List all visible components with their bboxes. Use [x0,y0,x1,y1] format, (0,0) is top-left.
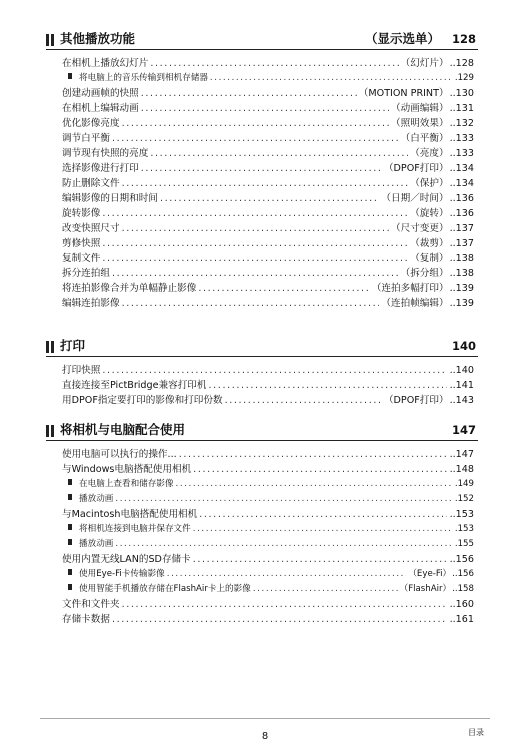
toc-subentry[interactable] [62,522,474,537]
toc-entry-page: ..134 [449,178,474,189]
toc-entry[interactable] [62,363,474,378]
toc-entry-page: .153 [454,524,474,534]
bullet-square-icon [68,569,72,575]
toc-entry-menu-name: （亮度） [410,148,449,159]
dot-leader [122,176,409,191]
section-marker-icon [51,425,54,437]
toc-entry[interactable] [62,447,474,462]
bullet-square-icon [68,584,72,590]
toc-entry-menu-name: （MOTION PRINT） [358,88,449,99]
toc-entry-label: 优化影像亮度 [62,118,120,129]
section-header-other-playback [46,31,478,50]
toc-entry-page: ..140 [449,365,474,376]
dot-leader [160,191,379,206]
dot-leader [225,393,382,408]
toc-entry[interactable] [62,116,474,131]
bullet-square-icon [68,73,72,79]
toc-entry-label: 剪修快照 [62,238,101,249]
toc-entry[interactable] [62,462,474,477]
dot-leader [193,522,452,537]
dot-leader [193,462,446,477]
dot-leader [112,266,399,281]
toc-entry-label: 编辑影像的日期和时间 [62,193,158,204]
toc-entry-label: 编辑连拍影像 [62,298,120,309]
toc-entry-page: ..153 [449,509,474,520]
section-header-printing [46,338,478,357]
page-section-label: 目录 [468,728,484,737]
toc-entry-menu-name: （连拍多幅打印） [371,283,449,294]
toc-entry-label: 旋转影像 [62,208,101,219]
toc-entry-label: 将连拍影像合并为单幅静止影像 [62,283,197,294]
toc-entry[interactable] [62,251,474,266]
toc-entry-page: ..156 [449,554,474,565]
toc-subentry[interactable] [62,477,474,492]
toc-entry-menu-name: （日期／时间） [381,193,449,204]
toc-entry-label: 防止删除文件 [62,178,120,189]
toc-entry[interactable] [62,266,474,281]
dot-leader [141,101,389,116]
dot-leader [179,447,447,462]
toc-list-other-playback [62,56,474,311]
toc-entry[interactable] [62,236,474,251]
toc-list-printing [62,363,474,408]
toc-entry-label: 播放动画 [79,539,114,549]
toc-entry-page: ..130 [449,88,474,99]
dot-leader [141,86,357,101]
section-page-number: 147 [451,423,476,437]
toc-entry-page: ..131 [449,103,474,114]
toc-entry[interactable] [62,146,474,161]
toc-entry[interactable] [62,612,474,627]
toc-entry-page: ..138 [449,268,474,279]
toc-entry-menu-name: （幻灯片） [400,58,449,69]
toc-entry-menu-name: （Eye-Fi） [408,569,452,579]
toc-subentry[interactable] [62,582,474,597]
toc-entry-page: ..148 [449,464,474,475]
toc-entry-page: ..139 [449,298,474,309]
dot-leader [193,552,447,567]
toc-entry[interactable] [62,86,474,101]
section-menu-name: （显示选单） [364,31,440,46]
toc-entry[interactable] [62,131,474,146]
toc-entry-label: 在相机上播放幻灯片 [62,58,149,69]
toc-entry-page: ..136 [449,193,474,204]
toc-entry-menu-name: （白平衡） [400,133,449,144]
bullet-square-icon [68,479,72,485]
toc-entry-label: 创建动画帧的快照 [62,88,139,99]
dot-leader [167,567,407,582]
toc-entry-page: .149 [454,479,474,489]
toc-entry-menu-name: （DPOF打印） [383,395,449,406]
toc-entry[interactable] [62,393,474,408]
toc-entry[interactable] [62,507,474,522]
toc-entry-page: ..128 [449,58,474,69]
toc-entry-page: ..133 [449,133,474,144]
toc-entry-label: 用DPOF指定要打印的影像和打印份数 [62,395,223,406]
toc-entry-menu-name: （连拍帧编辑） [381,298,449,309]
toc-entry-label: 改变快照尺寸 [62,223,120,234]
toc-entry-label: 直接连接至PictBridge兼容打印机 [62,380,207,391]
toc-entry-page: .129 [454,73,474,83]
toc-entry-label: 与Macintosh电脑搭配使用相机 [62,509,198,520]
toc-entry-menu-name: （FlashAir） [399,584,452,594]
toc-subentry[interactable] [62,492,474,507]
toc-entry-label: 调节白平衡 [62,133,110,144]
dot-leader [198,281,370,296]
bullet-square-icon [68,494,72,500]
section-marker-icon [46,425,49,437]
section-header-computer [46,422,478,441]
toc-entry-page: ..160 [449,599,474,610]
toc-entry-page: ..137 [449,223,474,234]
dot-leader [176,477,452,492]
toc-entry-menu-name: （拆分组） [400,268,449,279]
dot-leader [102,251,408,266]
toc-entry-label: 使用内置无线LAN的SD存储卡 [62,554,191,565]
toc-entry-page: .152 [454,494,474,504]
toc-entry[interactable] [62,221,474,236]
toc-entry-page: ..143 [449,395,474,406]
section-title: 其他播放功能 [60,31,136,46]
toc-entry[interactable] [62,161,474,176]
dot-leader [102,206,408,221]
toc-entry-label: 在相机上编辑动画 [62,103,139,114]
toc-entry-page: ..132 [449,118,474,129]
dot-leader [115,537,451,552]
toc-entry-page: ..136 [449,208,474,219]
toc-entry-page: ..141 [449,380,474,391]
toc-entry[interactable] [62,191,474,206]
page-number: 8 [261,731,269,742]
toc-entry-menu-name: （旋转） [410,208,449,219]
toc-entry-label: 拆分连拍组 [62,268,110,279]
toc-entry-page: ..138 [449,253,474,264]
toc-entry[interactable] [62,378,474,393]
toc-entry[interactable] [62,56,474,71]
dot-leader [210,71,452,86]
toc-entry-menu-name: （保护） [410,178,449,189]
toc-entry-label: 播放动画 [79,494,114,504]
section-marker-icon [46,341,49,353]
toc-entry[interactable] [62,101,474,116]
dot-leader [115,492,451,507]
toc-entry-page: ..133 [449,148,474,159]
toc-subentry[interactable] [62,567,474,582]
bullet-square-icon [68,524,72,530]
toc-entry[interactable] [62,296,474,311]
dot-leader [102,236,408,251]
dot-leader [199,507,446,522]
dot-leader [112,131,399,146]
toc-entry-menu-name: （照明效果） [391,118,449,129]
dot-leader [253,582,398,597]
dot-leader [209,378,447,393]
toc-entry-label: 选择影像进行打印 [62,163,139,174]
toc-entry-menu-name: （DPOF打印） [383,163,449,174]
toc-entry-label: 文件和文件夹 [62,599,120,610]
dot-leader [122,597,447,612]
toc-entry-label: 存储卡数据 [62,614,110,625]
toc-entry-menu-name: （动画编辑） [391,103,449,114]
section-title: 将相机与电脑配合使用 [60,422,186,437]
toc-entry-menu-name: （尺寸变更） [391,223,449,234]
toc-entry-label: 使用Eye-Fi卡传输影像 [79,569,165,579]
dot-leader [122,296,380,311]
toc-entry-label: 将电脑上的音乐传输到相机存储器 [79,73,208,83]
toc-entry-label: 在电脑上查看和储存影像 [79,479,174,489]
toc-entry-label: 将相机连接到电脑并保存文件 [79,524,191,534]
toc-entry-label: 调节现有快照的亮度 [62,148,149,159]
toc-subentry[interactable] [62,537,474,552]
toc-entry-label: 复制文件 [62,253,101,264]
toc-entry[interactable] [62,206,474,221]
toc-entry-page: ..139 [449,283,474,294]
dot-leader [122,116,389,131]
toc-entry-page: ..158 [452,584,474,594]
dot-leader [122,221,389,236]
toc-entry-label: 打印快照 [62,365,101,376]
toc-entry-page: ..161 [449,614,474,625]
toc-entry[interactable] [62,281,474,296]
toc-entry-label: 使用电脑可以执行的操作... [62,449,177,460]
dot-leader [102,363,446,378]
footer-divider [40,718,490,719]
section-page-number: 140 [451,339,476,353]
dot-leader [141,161,382,176]
toc-subentry[interactable] [62,71,474,86]
toc-entry-page: ..134 [449,163,474,174]
toc-entry[interactable] [62,597,474,612]
toc-entry-menu-name: （复制） [410,253,449,264]
toc-entry-page: .155 [454,539,474,549]
dot-leader [112,612,447,627]
section-title: 打印 [60,338,86,353]
dot-leader [150,56,398,71]
section-marker-icon [51,34,54,46]
toc-list-computer [62,447,474,627]
toc-entry-page: ..147 [449,449,474,460]
section-page-number: 128 [451,32,476,46]
section-marker-icon [51,341,54,353]
toc-entry[interactable] [62,176,474,191]
bullet-square-icon [68,539,72,545]
toc-entry-menu-name: （裁剪） [410,238,449,249]
section-marker-icon [46,34,49,46]
dot-leader [150,146,408,161]
toc-entry-page: ..156 [452,569,474,579]
toc-entry-page: ..137 [449,238,474,249]
toc-entry-label: 使用智能手机播放存储在FlashAir卡上的影像 [79,584,251,594]
toc-entry-label: 与Windows电脑搭配使用相机 [62,464,192,475]
toc-entry[interactable] [62,552,474,567]
